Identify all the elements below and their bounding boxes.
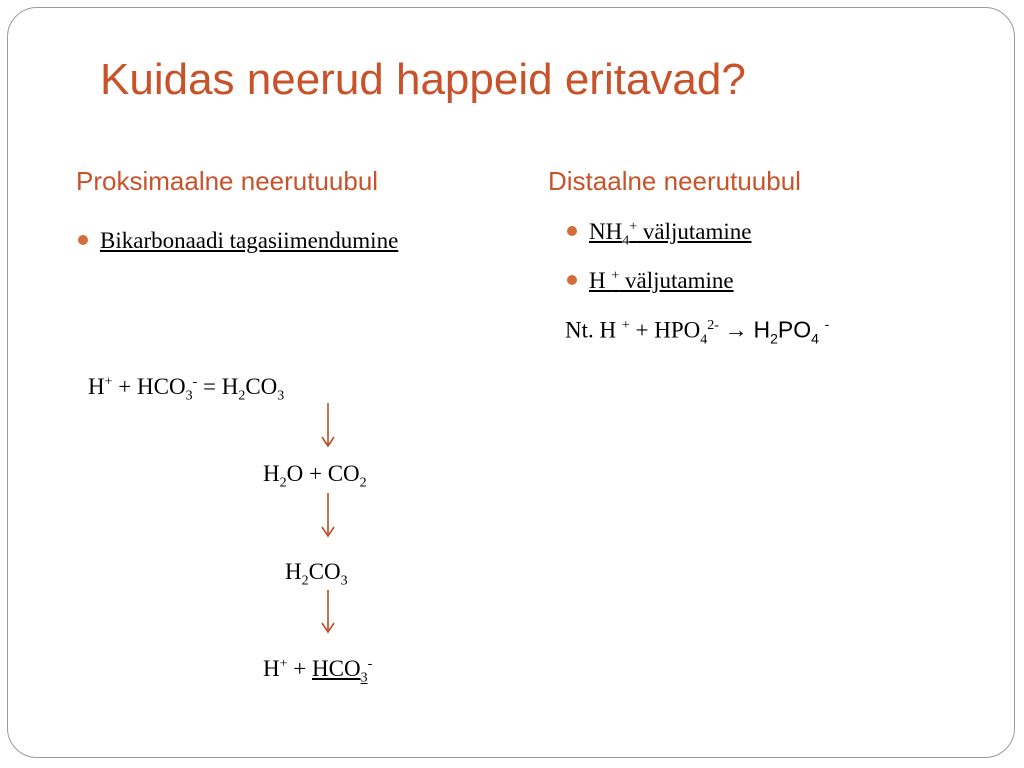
reaction-line-4: $H^+ + HCO_3^-$ — [263, 656, 373, 686]
reaction-line-3: $H_2CO_3$ — [285, 559, 348, 589]
slide-title: Kuidas neerud happeid eritavad? — [100, 55, 746, 104]
reaction-line-1: $H^+ + HCO_3^- = H_2CO_3$ — [88, 374, 285, 404]
down-arrow-icon — [322, 590, 334, 632]
left-column-heading: Proksimaalne neerutuubul — [76, 166, 379, 196]
right-column-heading: Distaalne neerutuubul — [548, 166, 801, 196]
left-bullet-text: Bikarbonaadi tagasiimendumine — [100, 228, 399, 253]
down-arrow-icon — [322, 493, 334, 536]
example-equation: Nt. H $^+ + HPO_4^{2-} \to H_2PO_4$ - — [565, 316, 830, 348]
right-bullet-2-text: H + väljutamine — [589, 268, 734, 293]
right-bullet-1-text: $NH_4^+$ väljutamine — [589, 219, 752, 249]
down-arrow-icon — [322, 403, 334, 446]
reaction-line-2: $H_2O + CO_2$ — [263, 461, 367, 491]
